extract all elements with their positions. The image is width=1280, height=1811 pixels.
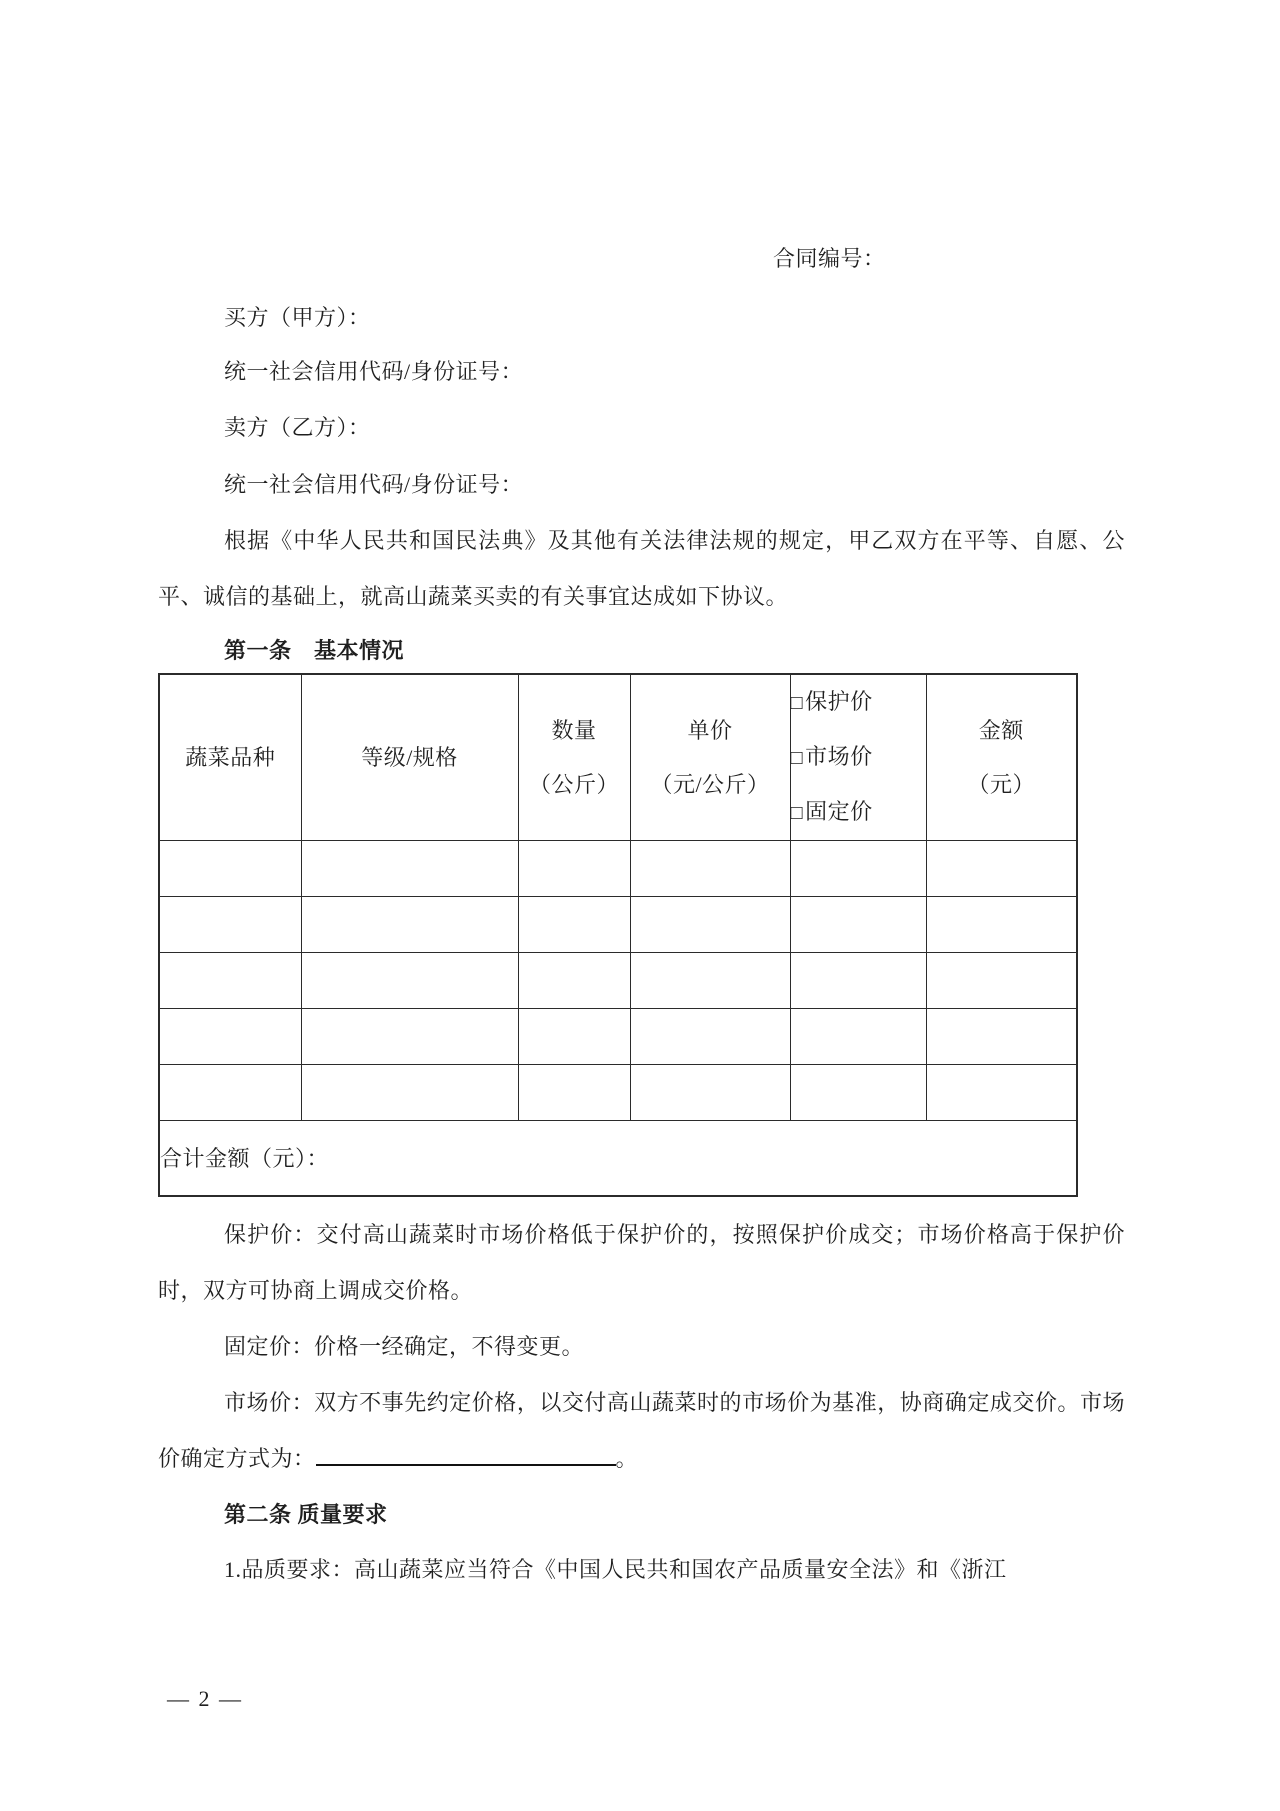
market-price-note-period: 。: [615, 1446, 639, 1471]
empty-cell: [926, 1009, 1077, 1065]
col-header-grade: 等级/规格: [301, 674, 518, 841]
empty-cell: [301, 897, 518, 953]
table-row: [159, 1065, 1077, 1121]
table-row: [159, 953, 1077, 1009]
empty-cell: [518, 1009, 630, 1065]
empty-cell: [301, 1009, 518, 1065]
empty-cell: [926, 1065, 1077, 1121]
fill-in-blank: [316, 1442, 616, 1466]
empty-cell: [159, 1009, 301, 1065]
empty-cell: [159, 897, 301, 953]
page-number: — 2 —: [167, 1686, 243, 1711]
empty-cell: [518, 953, 630, 1009]
col-header-price-type: [790, 674, 926, 841]
empty-cell: [518, 1065, 630, 1121]
col-header-unit-price: 单价 （元/公斤）: [630, 674, 790, 841]
table-header-row: [159, 674, 1077, 841]
price-option-market: □市场价: [790, 744, 873, 769]
empty-cell: [790, 1009, 926, 1065]
empty-cell: [790, 841, 926, 897]
table-row: [159, 897, 1077, 953]
market-price-note: [158, 1375, 1125, 1487]
seller-label: 卖方（乙方）：: [224, 415, 371, 440]
empty-cell: [159, 1065, 301, 1121]
empty-cell: [630, 897, 790, 953]
article2-heading: 第二条 质量要求: [224, 1502, 388, 1527]
price-option-protect: □保护价: [790, 689, 873, 714]
col-header-amount: 金额 （元）: [926, 674, 1077, 841]
empty-cell: [926, 841, 1077, 897]
col-header-vegetable: 蔬菜品种: [159, 674, 301, 841]
empty-cell: [159, 953, 301, 1009]
quality-clause: 1.品质要求：高山蔬菜应当符合《中国人民共和国农产品质量安全法》和《浙江: [224, 1557, 1007, 1582]
total-row: [159, 1121, 1077, 1196]
empty-rows: [159, 841, 1077, 1121]
empty-cell: [790, 1065, 926, 1121]
empty-cell: [301, 953, 518, 1009]
basic-info-table: [158, 673, 1078, 1197]
empty-cell: [630, 1009, 790, 1065]
empty-cell: [159, 841, 301, 897]
buyer-label: 买方（甲方）：: [224, 305, 371, 330]
preamble-paragraph: 根据《中华人民共和国民法典》及其他有关法律法规的规定，甲乙双方在平等、自愿、公平、诚信的基础上，就高山蔬菜买卖的有关事宜达成如下协议。: [158, 528, 1125, 609]
empty-cell: [790, 897, 926, 953]
col-header-quantity: 数量 （公斤）: [518, 674, 630, 841]
empty-cell: [926, 897, 1077, 953]
protect-price-note: 保护价：交付高山蔬菜时市场价格低于保护价的，按照保护价成交；市场价格高于保护价时，双方可协商上调成交价格。: [158, 1222, 1125, 1303]
checkbox-icon: □: [790, 747, 804, 769]
checkbox-icon: □: [790, 692, 804, 714]
empty-cell: [301, 1065, 518, 1121]
empty-cell: [926, 953, 1077, 1009]
checkbox-icon: □: [790, 802, 804, 824]
empty-cell: [630, 1065, 790, 1121]
price-option-fixed: □固定价: [790, 799, 873, 824]
buyer-credit-code-label: 统一社会信用代码/身份证号：: [224, 359, 524, 384]
total-amount-cell: 合计金额（元）：: [159, 1121, 1077, 1196]
table-row: [159, 1009, 1077, 1065]
contract-number-label: 合同编号：: [773, 246, 886, 271]
market-price-note-text: 市场价：双方不事先约定价格，以交付高山蔬菜时的市场价为基准，协商确定成交价。市场价确定方式为：: [158, 1390, 1125, 1471]
empty-cell: [518, 897, 630, 953]
empty-cell: [518, 841, 630, 897]
empty-cell: [630, 841, 790, 897]
fixed-price-note: 固定价：价格一经确定，不得变更。: [224, 1334, 585, 1359]
empty-cell: [790, 953, 926, 1009]
seller-credit-code-label: 统一社会信用代码/身份证号：: [224, 472, 524, 497]
empty-cell: [301, 841, 518, 897]
table-row: [159, 841, 1077, 897]
empty-cell: [630, 953, 790, 1009]
article1-heading: 第一条 基本情况: [224, 638, 405, 663]
